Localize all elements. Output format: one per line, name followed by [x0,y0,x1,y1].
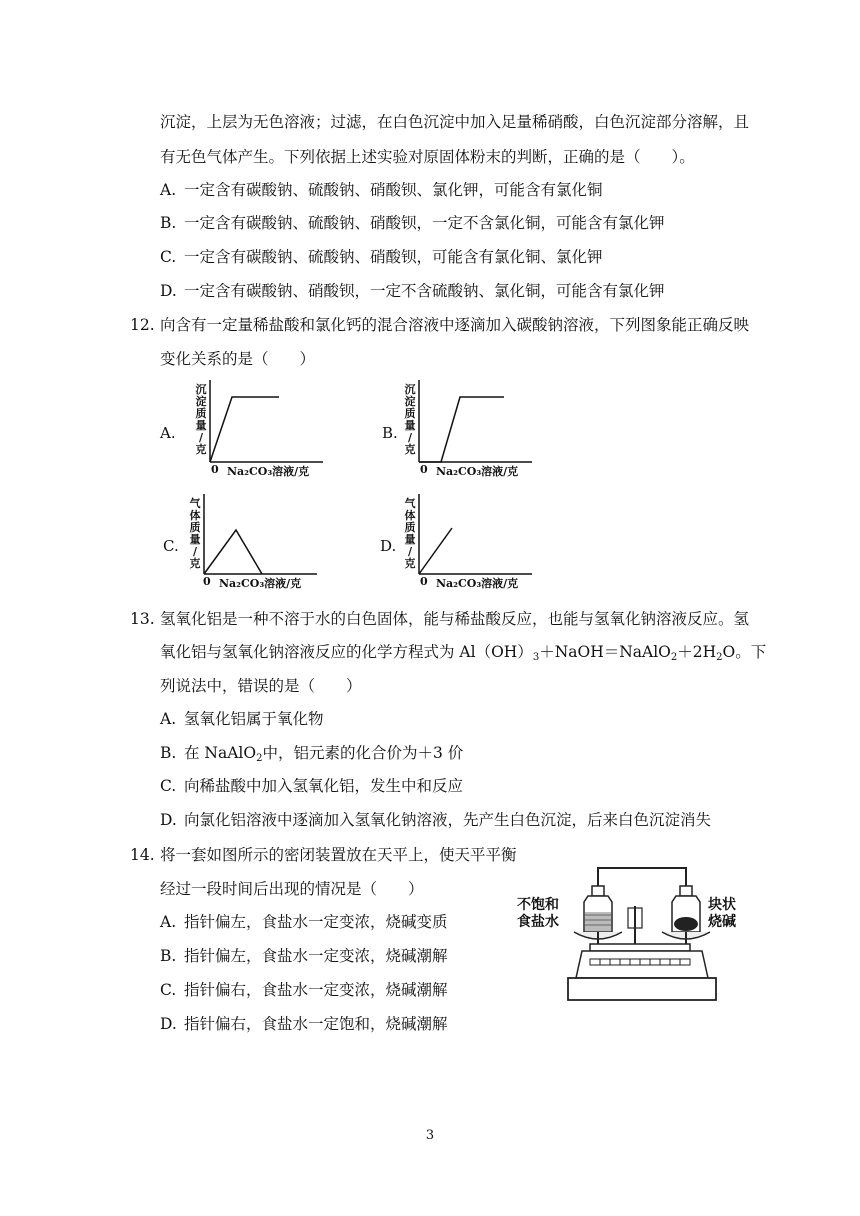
graph-d-plot [414,492,534,578]
q12-number: 12. [130,316,155,334]
figure-left-label: 不饱和 食盐水 [517,897,559,930]
q13-stem-line-3: 列说法中，错误的是（ ） [160,677,362,695]
q13-option-d: D. 向氯化铝溶液中逐滴加入氢氧化钠溶液，先产生白色沉淀，后来白色沉淀消失 [160,811,712,829]
graph-b-ylabel: 沉 淀 质 量 / 克 [404,383,416,456]
graph-a-origin: 0 [211,463,219,476]
q14-stem-line-1: 将一套如图所示的密闭装置放在天平上，使天平平衡 [160,846,517,864]
q13-number: 13. [130,610,155,628]
graph-c-plot [199,492,319,578]
q11-option-d: D. 一定含有碳酸钠、硝酸钡，一定不含硫酸钠、氯化铜，可能含有氯化钾 [160,282,665,300]
caustic-soda-lumps [674,917,698,931]
graph-a-ylabel: 沉 淀 质 量 / 克 [195,383,207,456]
q13-stem-line-1: 氢氧化铝是一种不溶于水的白色固体，能与稀盐酸反应，也能与氢氧化钠溶液反应。氢 [160,610,750,628]
q12-stem-line-1: 向含有一定量稀盐酸和氯化钙的混合溶液中逐滴加入碳酸钠溶液，下列图象能正确反映 [160,316,750,334]
q11-intro-line-2: 有无色气体产生。下列依据上述实验对原固体粉末的判断，正确的是（ ）。 [160,148,695,166]
q11-option-c: C. 一定含有碳酸钠、硫酸钠、硝酸钡，可能含有氯化铜、氯化钾 [160,248,603,266]
q11-intro-line-1: 沉淀，上层为无色溶液；过滤，在白色沉淀中加入足量稀硝酸，白色沉淀部分溶解，且 [160,113,750,131]
q12-stem-line-2: 变化关系的是（ ） [160,350,316,368]
connecting-tube [598,868,686,888]
q14-option-b: B. 指针偏左，食盐水一定变浓，烧碱潮解 [160,947,448,965]
q14-option-a: A. 指针偏左，食盐水一定变浓，烧碱变质 [160,913,448,931]
graph-b-curve [419,397,504,462]
graph-b-origin: 0 [420,463,428,476]
right-bottle-neck [680,886,692,896]
graph-a-label: A. [160,424,176,442]
q13-option-b: B. 在 NaAlO$_2$中，铝元素的化合价为＋3 价 [160,744,464,764]
graph-a-xlabel: Na₂CO₃溶液/克 [227,465,310,478]
graph-c-curve [204,530,262,574]
graph-d-curve [419,528,452,574]
q14-option-c: C. 指针偏右，食盐水一定变浓，烧碱潮解 [160,981,448,999]
figure-right-label: 块状 烧碱 [708,897,736,930]
graph-d-label: D. [380,537,397,555]
balance-beam [590,944,690,951]
q13-option-c: C. 向稀盐酸中加入氢氧化铝，发生中和反应 [160,777,464,795]
page-number: 3 [425,1128,435,1143]
q14-number: 14. [130,846,155,864]
graph-c-xlabel: Na₂CO₃溶液/克 [219,577,302,590]
graph-b-label: B. [382,424,398,442]
graph-c-ylabel: 气 体 质 量 / 克 [189,497,201,570]
balance-figure [560,860,720,1005]
graph-b-xlabel: Na₂CO₃溶液/克 [436,465,519,478]
left-bottle-neck [592,886,604,896]
graph-d-xlabel: Na₂CO₃溶液/克 [436,577,519,590]
q13-option-a: A. 氢氧化铝属于氧化物 [160,710,324,728]
q11-option-b: B. 一定含有碳酸钠、硫酸钠、硝酸钡，一定不含氯化铜，可能含有氯化钾 [160,214,665,232]
q14-stem-line-2: 经过一段时间后出现的情况是（ ） [160,880,424,898]
q13-stem-line-2: 氧化铝与氢氧化钠溶液反应的化学方程式为 $Al(OH)_3+NaOH=NaAlO_2+2H_2O$。下 [160,643,767,663]
q11-option-a: A. 一定含有碳酸钠、硫酸钠、硝酸钡、氯化钾，可能含有氯化铜 [160,181,603,199]
graph-a-plot [205,378,325,466]
graph-d-ylabel: 气 体 质 量 / 克 [404,497,416,570]
graph-d-origin: 0 [420,575,428,588]
balance-stand [568,978,716,1000]
graph-a-curve [210,397,279,462]
graph-b-plot [414,378,534,466]
graph-c-label: C. [163,537,179,555]
graph-c-origin: 0 [203,575,211,588]
q14-option-d: D. 指针偏右，食盐水一定饱和，烧碱潮解 [160,1015,448,1033]
